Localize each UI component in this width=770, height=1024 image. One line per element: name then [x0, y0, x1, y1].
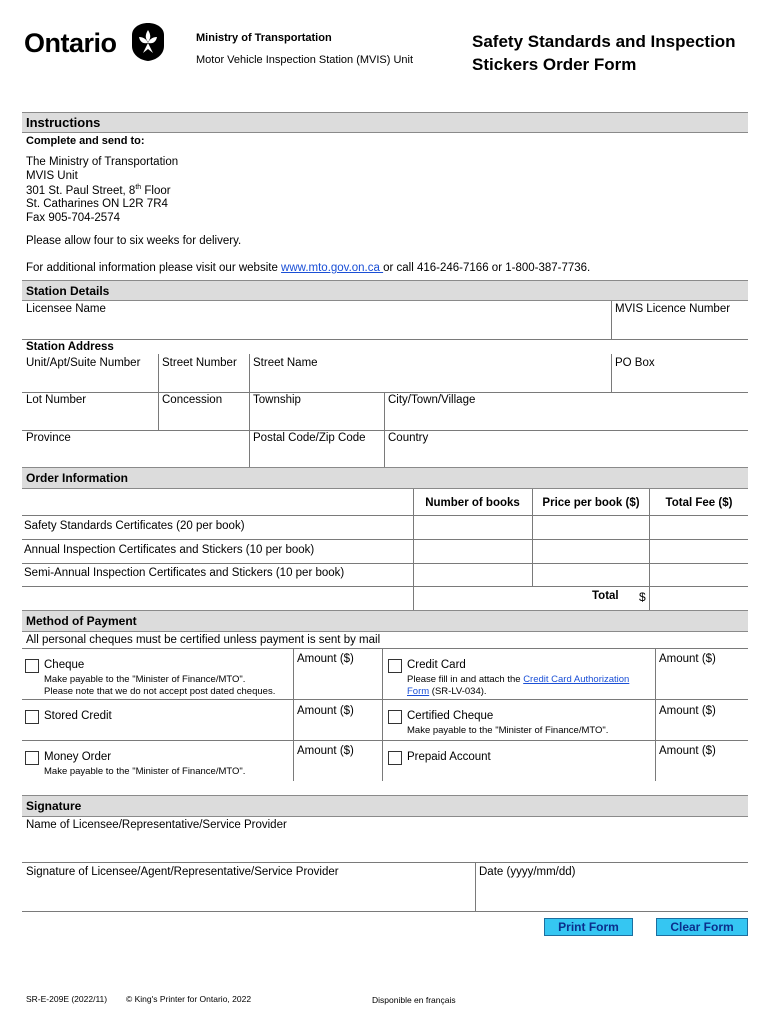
- instructions-title: Instructions: [26, 115, 101, 130]
- print-form-button[interactable]: Print Form: [544, 918, 633, 936]
- col-price-header: Price per book ($): [542, 497, 640, 509]
- col-books-header: Number of books: [425, 497, 520, 509]
- stored-credit-checkbox[interactable]: [25, 710, 39, 724]
- safety-total-input[interactable]: [650, 516, 748, 539]
- station-details-title: Station Details: [26, 284, 110, 298]
- unit-name: Motor Vehicle Inspection Station (MVIS) Unit: [196, 54, 414, 66]
- logo-wordmark: Ontario: [24, 28, 117, 58]
- credit-card-note-2: [407, 686, 487, 697]
- order-info-title: Order Information: [26, 471, 129, 485]
- licensee-rep-label: Name of Licensee/Representative/Service Provider: [26, 819, 287, 831]
- ontario-logo: [24, 22, 164, 68]
- divider: [22, 515, 748, 516]
- signature-field[interactable]: [22, 879, 474, 911]
- grand-total-input[interactable]: [650, 587, 748, 610]
- divider: [22, 740, 748, 741]
- info-line: [26, 262, 590, 274]
- payment-title: Method of Payment: [26, 614, 137, 628]
- cheque-note-1: Make payable to the "Minister of Finance/MTO".: [44, 674, 246, 685]
- payment-header: [22, 610, 748, 632]
- divider: [22, 339, 748, 340]
- payment-note: All personal cheques must be certified unless payment is sent by mail: [26, 634, 381, 646]
- trillium-icon: [130, 22, 166, 62]
- credit-card-auth-link[interactable]: Credit Card Authorization: [523, 674, 630, 685]
- order-row-annual: Annual Inspection Certificates and Stickers (10 per book): [24, 544, 315, 556]
- money-order-label: Money Order: [44, 751, 112, 763]
- credit-card-note-text: Please fill in and attach the: [407, 674, 524, 685]
- signature-label: Signature of Licensee/Agent/Representative/Service Provider: [26, 866, 339, 878]
- prepaid-account-checkbox[interactable]: [388, 751, 402, 765]
- cheque-amount-label: Amount ($): [297, 653, 354, 665]
- copyright: © King's Printer for Ontario, 2022: [126, 994, 252, 1004]
- station-details-header: [22, 280, 748, 301]
- money-order-checkbox[interactable]: [25, 751, 39, 765]
- concession-label: Concession: [162, 394, 223, 406]
- street-number-label: Street Number: [162, 357, 237, 369]
- signature-title: Signature: [26, 799, 82, 813]
- order-row-semiannual: Semi-Annual Inspection Certificates and Stickers (10 per book): [24, 567, 345, 579]
- divider: [22, 430, 748, 431]
- total-label: Total: [592, 590, 619, 602]
- col-total-header: Total Fee ($): [665, 497, 733, 509]
- unit-label: Unit/Apt/Suite Number: [26, 357, 141, 369]
- divider: [22, 586, 748, 587]
- credit-card-checkbox[interactable]: [388, 659, 402, 673]
- divider: [158, 354, 159, 392]
- send-to-label: Complete and send to:: [26, 135, 145, 147]
- cheque-checkbox[interactable]: [25, 659, 39, 673]
- township-label: Township: [253, 394, 301, 406]
- address-line3-sup: th: [135, 184, 142, 191]
- address-line2: MVIS Unit: [26, 170, 78, 182]
- divider: [611, 354, 612, 392]
- divider: [22, 911, 748, 912]
- signature-header: [22, 795, 748, 817]
- divider: [249, 392, 250, 430]
- address-line1: The Ministry of Transportation: [26, 156, 179, 168]
- divider: [158, 392, 159, 430]
- semiannual-total-input[interactable]: [650, 564, 748, 586]
- street-name-label: Street Name: [253, 357, 318, 369]
- safety-books-input[interactable]: [414, 516, 532, 539]
- order-row-safety: Safety Standards Certificates (20 per book): [24, 520, 245, 532]
- certified-cheque-checkbox[interactable]: [388, 710, 402, 724]
- delivery-note: Please allow four to six weeks for delivery.: [26, 235, 242, 247]
- licensee-name-field[interactable]: [22, 316, 610, 338]
- certified-cheque-label: Certified Cheque: [407, 710, 494, 722]
- prepaid-amount-label: Amount ($): [659, 745, 716, 757]
- divider: [22, 539, 748, 540]
- money-amount-label: Amount ($): [297, 745, 354, 757]
- annual-books-input[interactable]: [414, 540, 532, 563]
- form-title-line1: Safety Standards and Inspection: [472, 32, 736, 51]
- prepaid-account-label: Prepaid Account: [407, 751, 491, 763]
- certified-amount-label: Amount ($): [659, 705, 716, 717]
- money-order-note: Make payable to the "Minister of Finance/MTO".: [44, 766, 246, 777]
- po-box-label: PO Box: [615, 357, 655, 369]
- divider: [22, 699, 748, 700]
- cheque-note-2: Please note that we do not accept post dated cheques.: [44, 686, 276, 697]
- credit-card-form-code: (SR-LV-034).: [429, 686, 487, 697]
- total-dollar-sign: $: [639, 590, 646, 604]
- postal-label: Postal Code/Zip Code: [253, 432, 366, 444]
- instructions-header: [22, 112, 748, 133]
- form-code: SR-E-209E (2022/11): [26, 994, 108, 1004]
- mvis-licence-label: MVIS Licence Number: [615, 303, 731, 315]
- mvis-licence-field[interactable]: [612, 316, 748, 338]
- date-field[interactable]: [476, 879, 748, 911]
- divider: [22, 392, 748, 393]
- credit-card-note-1: [407, 674, 629, 685]
- stored-amount-label: Amount ($): [297, 705, 354, 717]
- address-line4: St. Catharines ON L2R 7R4: [26, 198, 168, 210]
- credit-card-label: Credit Card: [407, 659, 466, 671]
- province-label: Province: [26, 432, 71, 444]
- credit-amount-label: Amount ($): [659, 653, 716, 665]
- certified-cheque-note: Make payable to the "Minister of Finance/MTO".: [407, 725, 609, 736]
- licensee-name-label: Licensee Name: [26, 303, 106, 315]
- lot-label: Lot Number: [26, 394, 87, 406]
- stored-credit-label: Stored Credit: [44, 710, 112, 722]
- divider: [22, 648, 748, 649]
- divider: [384, 392, 385, 430]
- divider: [384, 430, 385, 467]
- divider: [249, 430, 250, 467]
- address-line3-main: 301 St. Paul Street, 8: [26, 184, 136, 197]
- ministry-name: Ministry of Transportation: [196, 32, 332, 44]
- station-address-label: Station Address: [26, 341, 114, 353]
- annual-total-input[interactable]: [650, 540, 748, 563]
- divider: [22, 862, 748, 863]
- semiannual-books-input[interactable]: [414, 564, 532, 586]
- address-line3: [26, 184, 171, 197]
- cheque-label: Cheque: [44, 659, 85, 671]
- divider: [249, 354, 250, 392]
- french-version-note: Disponible en français: [372, 995, 456, 1005]
- credit-card-form-link[interactable]: Form: [407, 686, 430, 697]
- city-label: City/Town/Village: [388, 394, 476, 406]
- info-text: For additional information please visit our website: [26, 262, 282, 274]
- form-title-line2: Stickers Order Form: [472, 55, 637, 74]
- clear-form-button[interactable]: Clear Form: [656, 918, 748, 936]
- website-link[interactable]: www.mto.gov.on.ca: [281, 262, 384, 274]
- date-label: Date (yyyy/mm/dd): [479, 866, 576, 878]
- divider: [22, 563, 748, 564]
- country-label: Country: [388, 432, 429, 444]
- address-line3-tail: Floor: [141, 184, 171, 197]
- info-phone: or call 416-246-7166 or 1-800-387-7736.: [383, 262, 591, 274]
- licensee-rep-field[interactable]: [22, 832, 748, 862]
- order-info-header: [22, 467, 748, 489]
- address-line5: Fax 905-704-2574: [26, 212, 120, 224]
